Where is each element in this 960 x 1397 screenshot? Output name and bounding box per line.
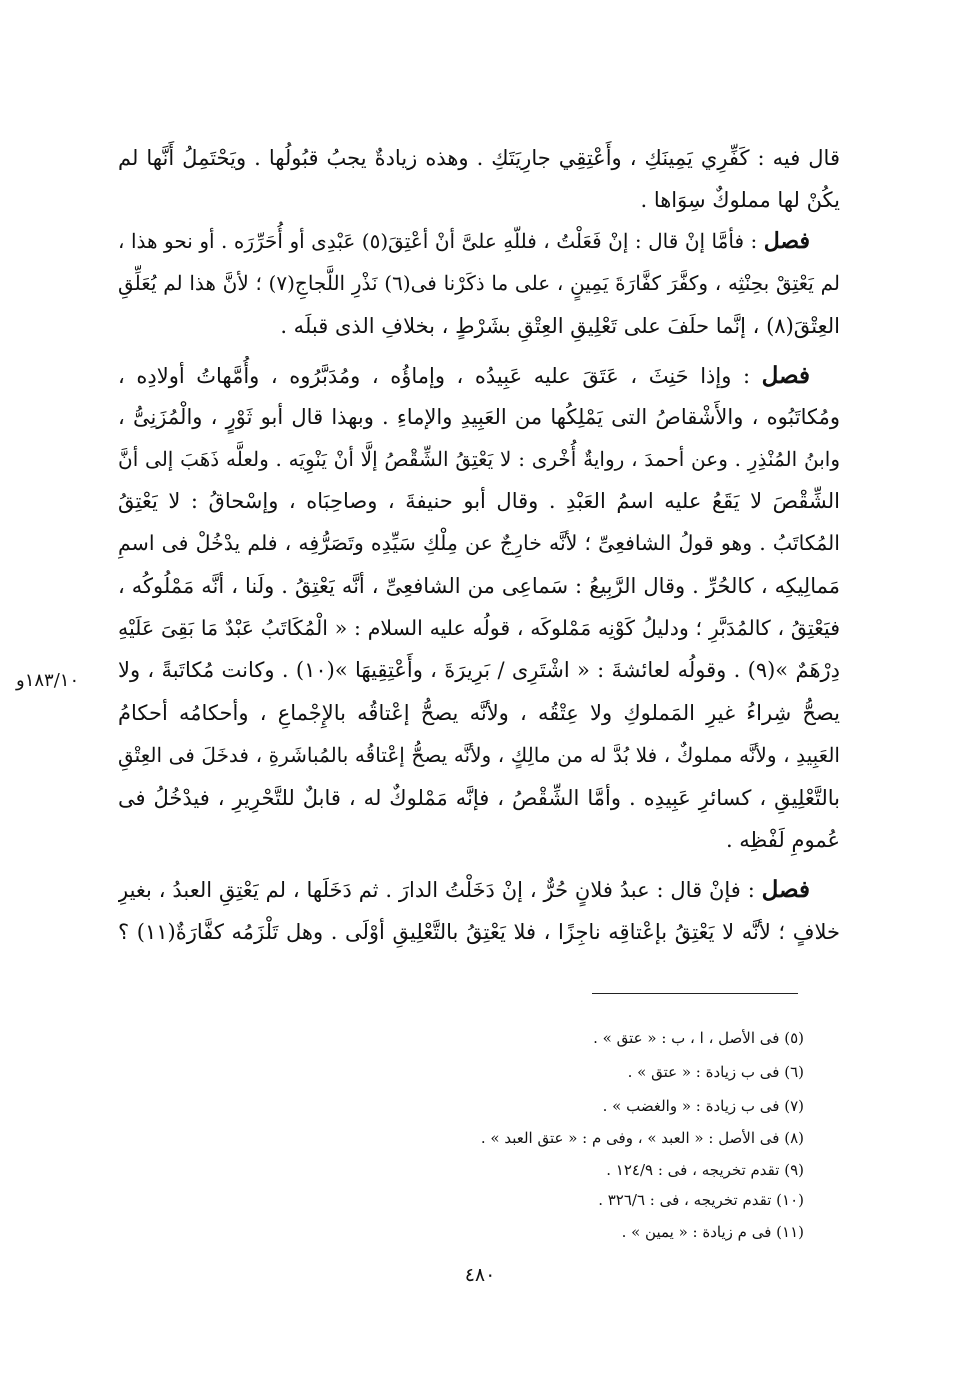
text-line: الشِّقْصَ لا يَقَعُ عليه اسمُ العَبْدِ . وقال أبو حنيفةَ ، وصاحِبَاه ، وإسْحاقُ : لا يَعْتِقُ <box>118 489 840 513</box>
text-line: دِرْهَمٌ »(٩) . وقولُه لعائشةَ : « اشْتَرِى / بَرِيرَةَ ، وأَعْتِقِيهَا »(١٠) . وكانت مُكاتَبةً ، ولا <box>118 658 840 682</box>
footnote-divider <box>592 993 798 994</box>
text-line: يكُنْ لها مملوكٌ سِوَاها . <box>640 188 840 212</box>
page-number: ٤٨٠ <box>464 1264 496 1286</box>
section-heading-fasl: فصل <box>761 362 810 389</box>
main-text-continued <box>118 0 840 980</box>
text-line: فيَعْتِقُ ، كالمُدَبَّرِ ؛ ودليلُ كَوْنِه مَمْلوكَه ، قولُه عليه السلام : « الْمُكَاتَبُ عَبْدٌ مَا بَقِىَ عَلَيْهِ <box>118 616 840 640</box>
text-line: قال فيه : كَفِّرِي يَمِينَكِ ، وأَعْتِقِي جارِيَتَكِ . وهذه زيادةٌ يجبُ قبُولُها . ويَحْتَمِلُ أَنَّها لم <box>118 146 840 170</box>
footnote: (٩) تقدم تخريجه ، فى : ١٢٤/٩ . <box>606 1161 804 1179</box>
text-line: خلافٍ ؛ لأنَّه لا يَعْتِقُ بإعْتاقِه ناجِزًا ، فلا يَعْتِقُ بالتَّعْلِيقِ أوْلَى . وهل تَلْزَمُه كفَّارَةٌ(١١) ؟ <box>118 920 840 944</box>
text-line: مَمالِيكِه ، كالحُرِّ . وقال الرَّبِيعُ : سَماعِى من الشافعِىِّ ، أنَّه يَعْتِقُ . ولَنا ، أنَّه مَمْلُوكُه ، <box>118 574 840 598</box>
section-heading-fasl: فصل <box>763 228 811 254</box>
footnote: (٨) فى الأصل : « العبد » ، وفى م : « عتق العبد » . <box>480 1129 804 1147</box>
margin-folio-reference: ١٨٣/١٠و <box>16 670 80 691</box>
text-line: العِتْقَ(٨) ، إنَّما حلَفَ على تَعْلِيقِ العِتْقِ بشَرْطٍ ، بخلافِ الذى قبلَه . <box>280 314 840 338</box>
text-line: المُكاتَبُ . وهو قولُ الشافعِىِّ ؛ لأنَّه خارِجٌ عن مِلْكِ سَيِّدِه وتَصَرُّفِه ، فلم يدْخُلْ فى اسمِ <box>118 531 840 555</box>
text-line: وابنُ المُنْذِرِ . وعن أحمدَ ، روايةٌ أُخْرى : لا يَعْتِقُ الشِّقْصُ إلَّا أنْ يَنْوِيَه . ولعلَّه ذَهَبَ إلى أنَّ <box>118 447 840 471</box>
footnote: (١٠) تقدم تخريجه ، فى : ٣٢٦/٦ . <box>598 1191 804 1209</box>
text-line: يصحُّ شِراءُ غيرِ المَملوكِ ولا عِتْقُه ، ولأنَّه يصحُّ إعْتاقُه بالإِجْماعِ ، وأحكامُه أحكامُ <box>118 701 840 725</box>
footnote: (١١) فى م زيادة : « يمين » . <box>621 1223 804 1241</box>
text-line: فصل : فأمَّا إنْ قال : إنْ فَعَلْتُ ، فللّهِ علىَّ أنْ أعْتِقَ(٥) عَبْدِى أو أُحَرِّرَه . أو نحو هذا ، <box>118 228 811 254</box>
text-line: العَبِيدِ ، ولأنَّه مملوكٌ ، فلا بُدَّ له من مالِكٍ ، ولأنَّه يصحُّ إعْتاقُه بالمُباشَرةِ ، فدخَلَ فى العِتْقِ <box>118 743 840 767</box>
footnote: (٧) فى ب زيادة : « والغضب » . <box>602 1097 804 1115</box>
section-heading-fasl: فصل <box>761 876 810 903</box>
text-line: بالتَّعْلِيقِ ، كسائرِ عَبِيدِه . وأمَّا الشِّقْصُ ، فإنَّه مَمْلوكٌ له ، قابلٌ للتَّحْرِيرِ ، فيدْخُلُ فى <box>118 786 840 810</box>
text-line: ومُكاتَبُوه ، والأَشْقاصُ التى يَمْلِكُها من العَبِيدِ والإماءِ . وبهذا قال أبو ثَوْرٍ ، والْمُزَنِىُّ ، <box>118 405 840 429</box>
footnote: (٦) فى ب زيادة : « عتق » . <box>627 1063 804 1081</box>
footnote: (٥) فى الأصل ، ا ، ب : « عتق » . <box>593 1029 804 1047</box>
text-line: فصل : فإنْ قال : عبدُ فلانٍ حُرٌّ ، إنْ دَخَلْتُ الدارَ . ثم دَخَلَها ، لم يَعْتِقِ العبدُ ، بغيرِ <box>118 876 810 903</box>
text-line: لم يَعْتِقْ بحِنْثِه ، وكفَّرَ كفَّارَةَ يَمِينٍ ، على ما ذكَرْنا فى(٦) نَذْرِ اللَّجاجِ(٧) ؛ لأنَّ هذا لم يُعَلِّقِ <box>118 271 840 295</box>
text-line: فصل : وإذا حَنِثَ ، عَتَقَ عليه عَبِيدُه ، وإماؤُه ، ومُدَبَّرُوه ، وأُمَّهاتُ أولادِه ، <box>118 362 810 389</box>
text-line: عُمومِ لَفْظِه . <box>725 828 840 852</box>
